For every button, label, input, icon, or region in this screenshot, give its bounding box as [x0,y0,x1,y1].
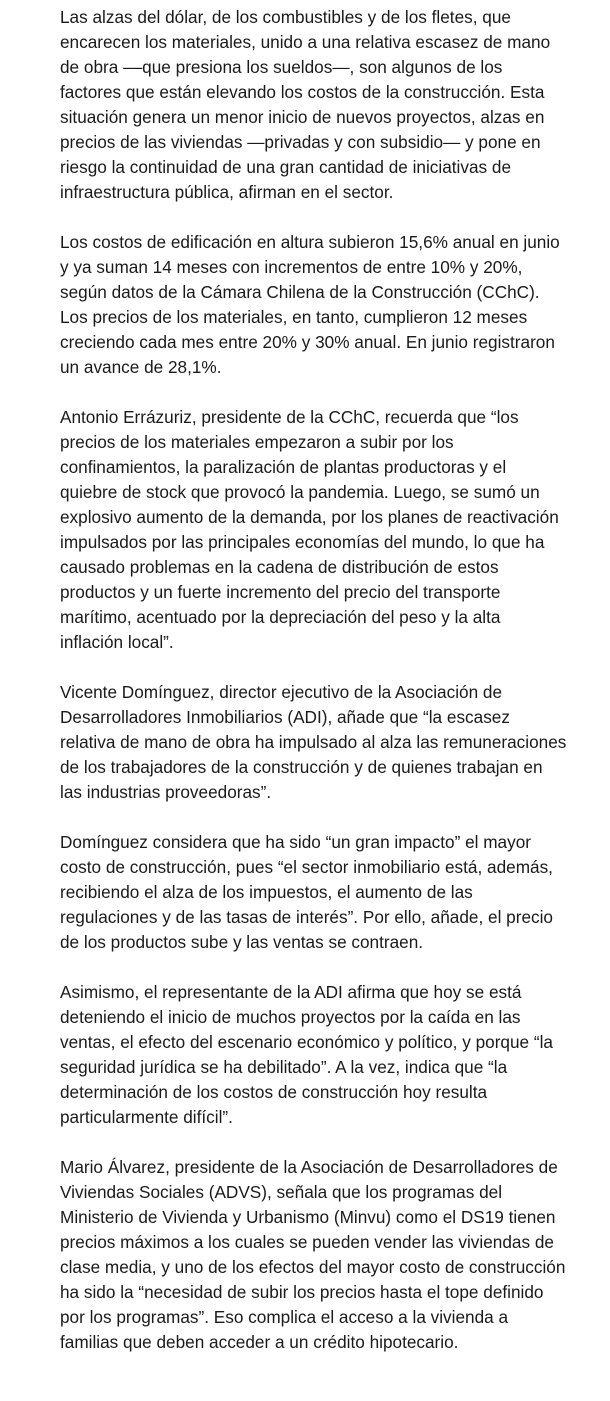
article-paragraph: Antonio Errázuriz, presidente de la CChC, recuerda que “los precios de los materiales empezaron a subir por los confinamientos, la paralización de plantas productoras y el quiebre de stock que provocó la pandemia. Luego, se sumó un explosivo aumento de la demanda, por los planes de reactivación impulsados por las principales economías del mundo, lo que ha causado problemas en la cadena de distribución de estos productos y un fuerte incremento del precio del transporte marítimo, acentuado por la depreciación del peso y la alta inflación local”. [60,407,559,652]
article-paragraph: Domínguez considera que ha sido “un gran impacto” el mayor costo de construcción, pues “el sector inmobiliario está, además, recibiendo el alza de los impuestos, el aumento de las regulaciones y de las tasas de interés”. Por ello, añade, el precio de los productos sube y las ventas se contraen. [60,832,553,952]
article-paragraph: Vicente Domínguez, director ejecutivo de la Asociación de Desarrolladores Inmobiliarios (ADI), añade que “la escasez relativa de mano de obra ha impulsado al alza las remuneraciones de los trabajadores de la construcción y de quienes trabajan en las industrias proveedoras”. [60,682,567,802]
article-paragraph: Mario Álvarez, presidente de la Asociación de Desarrolladores de Viviendas Sociales (ADVS), señala que los programas del Ministerio de Vivienda y Urbanismo (Minvu) como el DS19 tienen precios máximos a los cuales se pueden vender las viviendas de clase media, y uno de los efectos del mayor costo de construcción ha sido la “necesidad de subir los precios hasta el tope definido por los programas”. Eso complica el acceso a la vivienda a familias que deben acceder a un crédito hipotecario. [60,1157,566,1352]
article-paragraph: Asimismo, el representante de la ADI afirma que hoy se está deteniendo el inicio de muchos proyectos por la caída en las ventas, el efecto del escenario económico y político, y porque “la seguridad jurídica se ha debilitado”. A la vez, indica que “la determinación de los costos de construcción hoy resulta particularmente difícil”. [60,982,553,1127]
article-paragraph: Los costos de edificación en altura subieron 15,6% anual en junio y ya suman 14 meses con incrementos de entre 10% y 20%, según datos de la Cámara Chilena de la Construcción (CChC). Los precios de los materiales, en tanto, cumplieron 12 meses creciendo cada mes entre 20% y 30% anual. En junio registraron un avance de 28,1%. [60,232,560,377]
article-paragraph: Las alzas del dólar, de los combustibles y de los fletes, que encarecen los materiales, unido a una relativa escasez de mano de obra ––que presiona los sueldos—, son algunos de los factores que están elevando los costos de la construcción. Esta situación genera un menor inicio de nuevos proyectos, alzas en precios de las viviendas —privadas y con subsidio— y pone en riesgo la continuidad de una gran cantidad de iniciativas de infraestructura pública, afirman en el sector. [60,7,551,202]
